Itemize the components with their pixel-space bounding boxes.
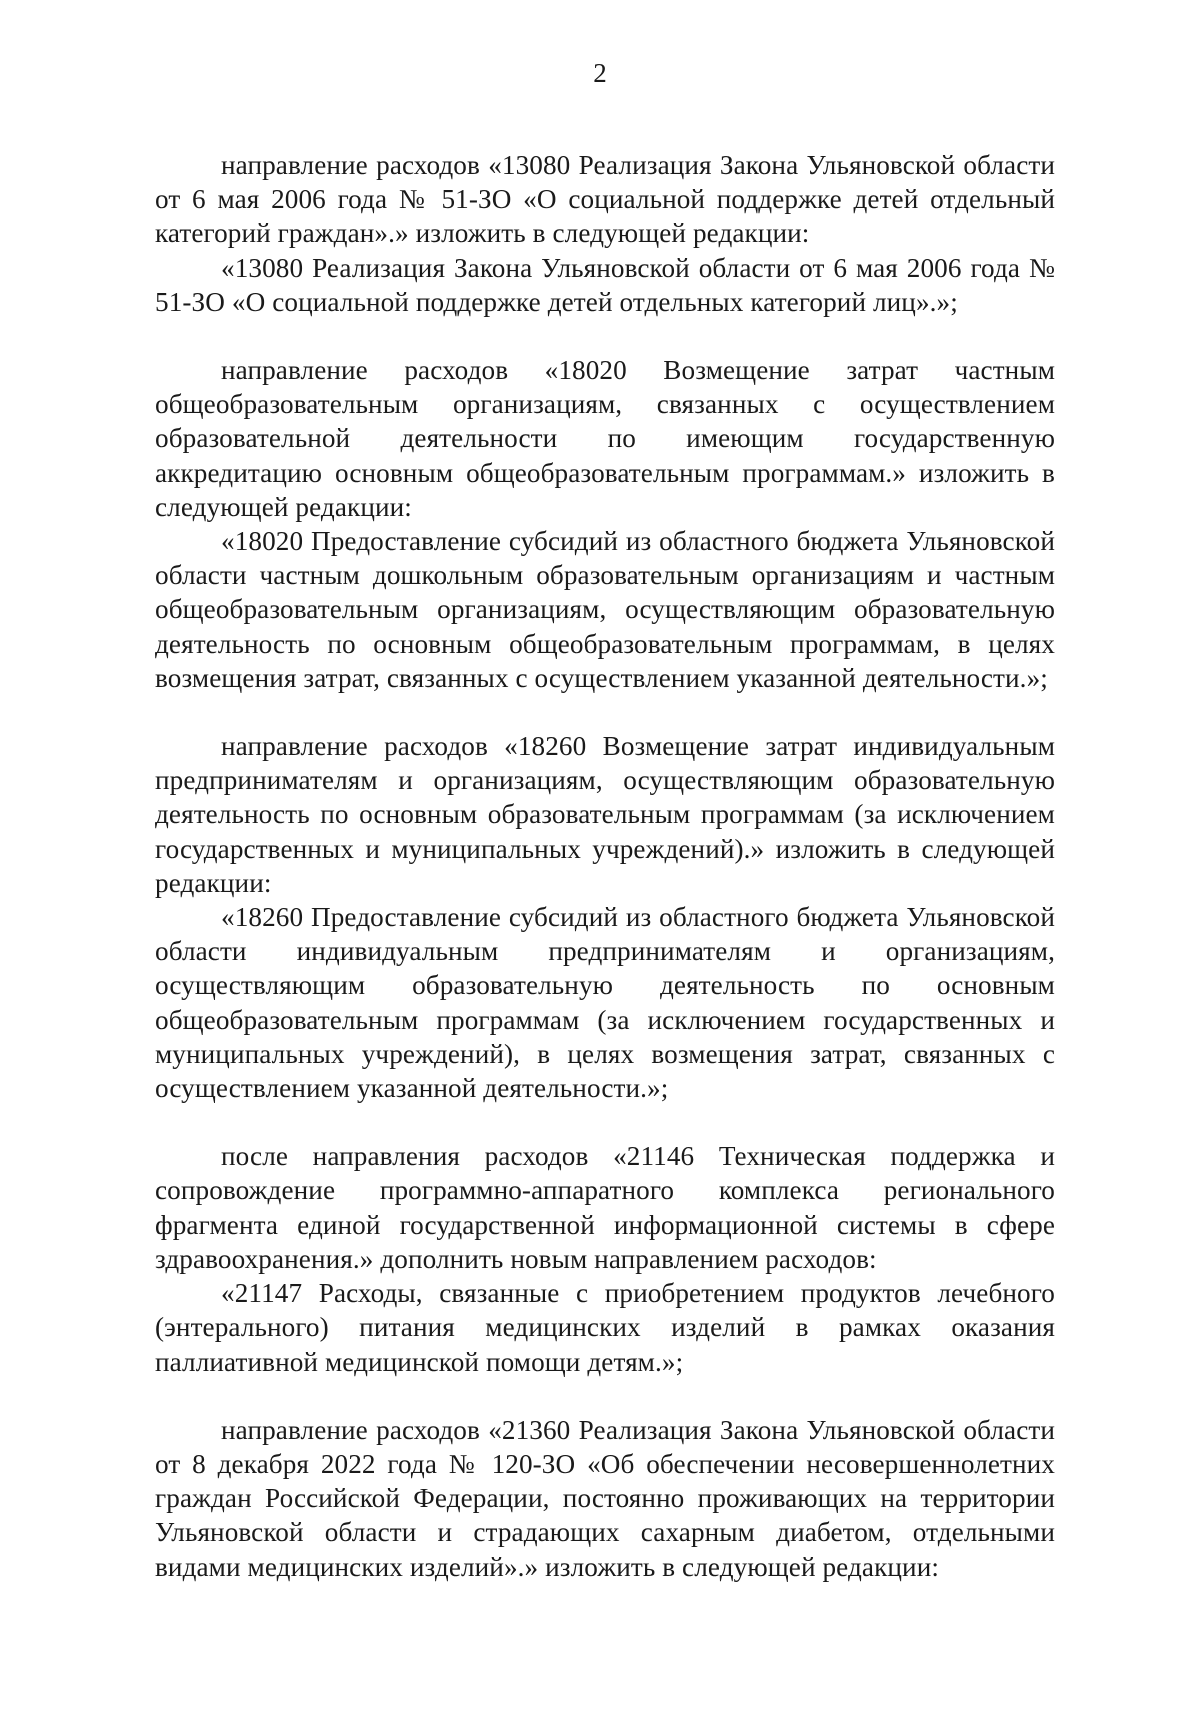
amendment-lead-21147: после направления расходов «21146 Техническая поддержка и сопровождение программно-аппаратного комплекса регионального фрагмента единой государственной информационной системы в сфере здравоохранения.» дополнить новым направлением расходов: bbox=[155, 1141, 1055, 1274]
amendment-text-21147: «21147 Расходы, связанные с приобретением продуктов лечебного (энтерального) питания медицинских изделий в рамках оказания паллиативной медицинской помощи детям.»; bbox=[155, 1278, 1055, 1377]
amendment-block-21360 bbox=[155, 1413, 1055, 1584]
document-body bbox=[155, 148, 1055, 1618]
amendment-text-13080: «13080 Реализация Закона Ульяновской области от 6 мая 2006 года № 51-ЗО «О социальной поддержке детей отдельных категорий лиц».»; bbox=[155, 252, 1055, 317]
amendment-text-18020: «18020 Предоставление субсидий из областного бюджета Ульяновской области частным дошкольным образовательным организациям и частным общеобразовательным организациям, осуществляющим образовательную деятельность по основным общеобразовательным программам, в целях возмещения затрат, связанных с осуществлением указанной деятельности.»; bbox=[155, 526, 1055, 693]
amendment-block-18020 bbox=[155, 353, 1055, 695]
amendment-block-21147 bbox=[155, 1139, 1055, 1378]
amendment-lead-21360: направление расходов «21360 Реализация Закона Ульяновской области от 8 декабря 2022 года № 120-ЗО «Об обеспечении несовершеннолетних граждан Российской Федерации, постоянно проживающих на территории Ульяновской области и страдающих сахарным диабетом, отдельными видами медицинских изделий».» изложить в следующей редакции: bbox=[155, 1414, 1055, 1582]
amendment-lead-18020: направление расходов «18020 Возмещение затрат частным общеобразовательным организациям, связанных с осуществлением образовательной деятельности по имеющим государственную аккредитацию основным общеобразовательным программам.» изложить в следующей редакции: bbox=[155, 355, 1055, 522]
page-number: 2 bbox=[593, 58, 607, 88]
amendment-lead-13080: направление расходов «13080 Реализация Закона Ульяновской области от 6 мая 2006 года № 51-ЗО «О социальной поддержке детей отдельный категорий граждан».» изложить в следующей редакции: bbox=[155, 150, 1055, 249]
amendment-block-18260 bbox=[155, 729, 1055, 1105]
amendment-text-18260: «18260 Предоставление субсидий из областного бюджета Ульяновской области индивидуальным предпринимателям и организациям, осуществляющим образовательную деятельность по основным общеобразовательным программам (за исключением государственных и муниципальных учреждений), в целях возмещения затрат, связанных с осуществлением указанной деятельности.»; bbox=[155, 902, 1055, 1104]
amendment-block-13080 bbox=[155, 148, 1055, 319]
amendment-lead-18260: направление расходов «18260 Возмещение затрат индивидуальным предпринимателям и организациям, осуществляющим образовательную деятельность по основным образовательным программам (за исключением государственных и муниципальных учреждений).» изложить в следующей редакции: bbox=[155, 731, 1055, 898]
